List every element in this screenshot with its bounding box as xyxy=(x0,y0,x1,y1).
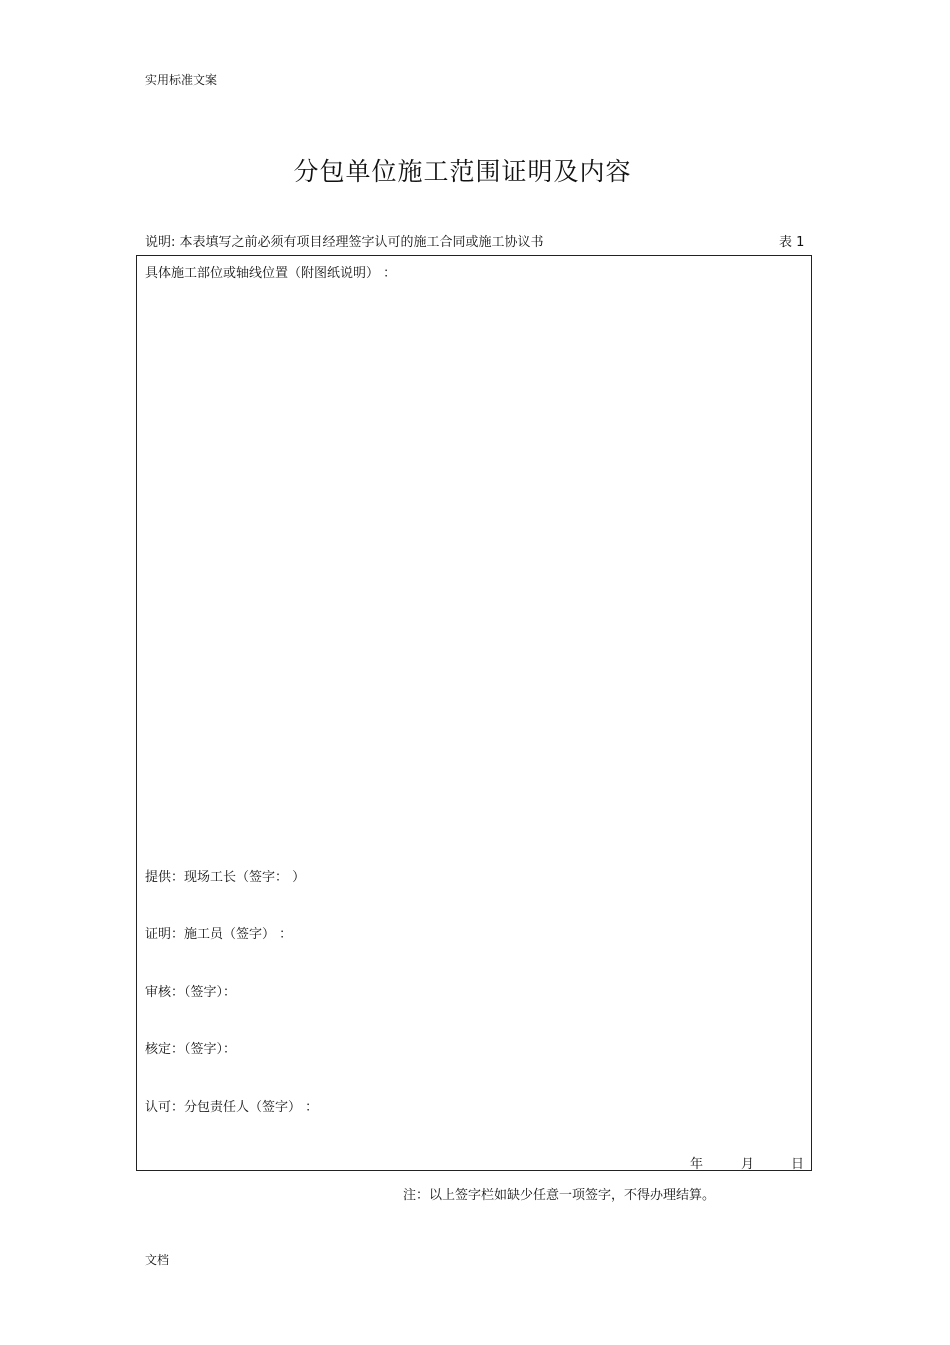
page-footer: 文档 xyxy=(145,1253,170,1267)
approval-signature-label: 认可：分包责任人（签字） ： xyxy=(145,1100,319,1115)
instruction-note: 说明: 本表填写之前必须有项目经理签字认可的施工合同或施工协议书 xyxy=(145,235,544,250)
page-header: 实用标准文案 xyxy=(145,73,218,87)
scope-label: 具体施工部位或轴线位置（附图纸说明） ： xyxy=(145,266,397,281)
review-signature-label: 审核：（签字）： xyxy=(145,985,237,1000)
date-day: 日 xyxy=(791,1157,805,1172)
signature-footnote: 注：以上签字栏如缺少任意一项签字，不得办理结算。 xyxy=(403,1188,716,1203)
date-month: 月 xyxy=(741,1157,755,1172)
verify-signature-label: 核定：（签字）： xyxy=(145,1042,237,1057)
form-box xyxy=(136,255,812,1171)
document-title: 分包单位施工范围证明及内容 xyxy=(293,157,632,186)
date-year: 年 xyxy=(690,1157,704,1172)
provider-signature-label: 提供：现场工长（签字： ） xyxy=(145,870,306,885)
witness-signature-label: 证明：施工员（签字） ： xyxy=(145,927,293,942)
table-number: 表 1 xyxy=(779,235,805,250)
